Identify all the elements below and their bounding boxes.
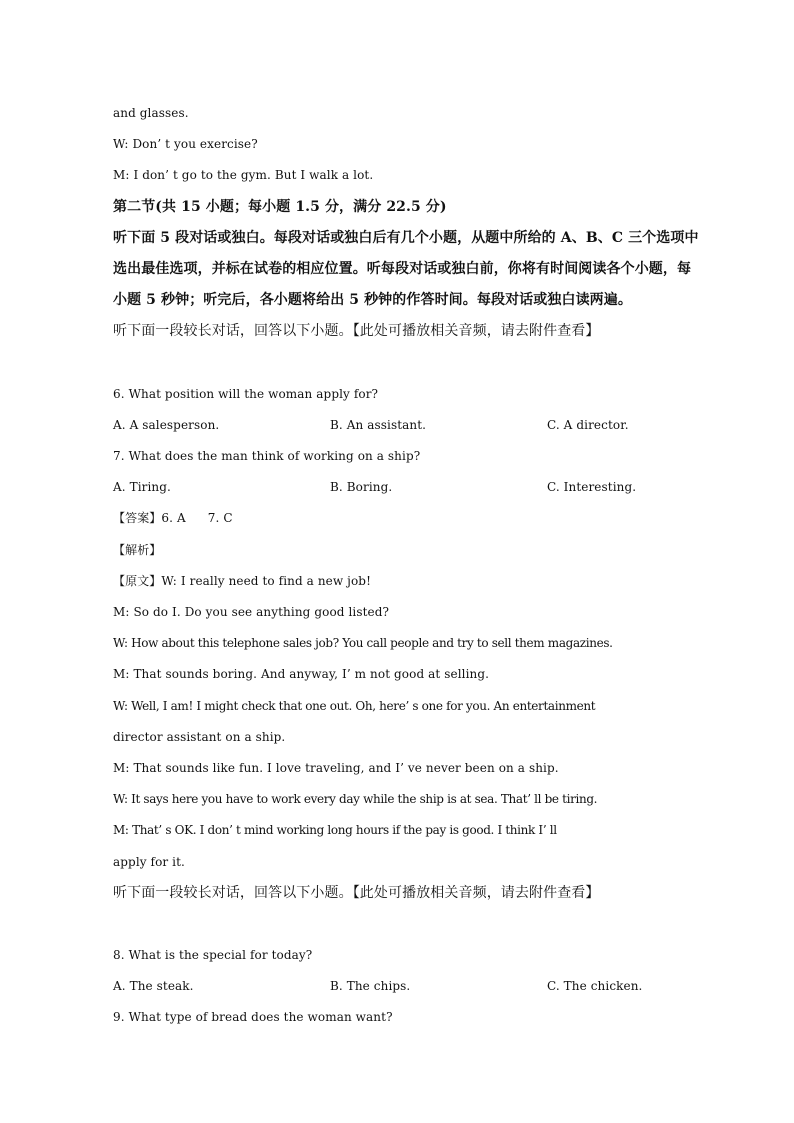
answer-label: 【答案】 (113, 511, 162, 526)
option-a: A. Tiring. (113, 480, 171, 495)
analysis-label: 【解析】 (113, 542, 162, 557)
option-a: A. A salesperson. (113, 417, 220, 432)
transcript-line: W: How about this telephone sales job? You call people and try to sell them magazines. (113, 636, 613, 651)
section-heading: 第二节(共 15 小题；每小题 1.5 分，满分 22.5 分) (113, 198, 447, 215)
transcript-text: W: I really need to find a new job! (161, 573, 371, 588)
question-7-options (113, 472, 683, 503)
option-b: B. An assistant. (330, 417, 427, 432)
transcript-line: M: So do I. Do you see anything good listed? (113, 605, 390, 619)
question-7: 7. What does the man think of working on a ship? (113, 449, 421, 464)
option-a: A. The steak. (113, 979, 194, 994)
transcript-label: 【原文】 (113, 573, 162, 588)
text-line: W: Don’ t you exercise? (113, 137, 258, 152)
option-c: C. A director. (547, 417, 629, 432)
text-line: and glasses. (113, 106, 189, 120)
answer-7: 7. C (207, 511, 233, 526)
option-b: B. The chips. (330, 979, 411, 994)
transcript-line: W: It says here you have to work every day while the ship is at sea. That’ ll be tiring. (113, 792, 598, 807)
option-c: C. The chicken. (547, 979, 643, 994)
instruction-line: 选出最佳选项，并标在试卷的相应位置。听每段对话或独白前，你将有时间阅读各个小题，每 (113, 260, 692, 277)
transcript-line: M: That sounds boring. And anyway, I’ m not good at selling. (113, 667, 490, 682)
transcript-line: W: Well, I am! I might check that one out. Oh, here’ s one for you. An entertainment (113, 698, 596, 713)
transcript-line: apply for it. (113, 854, 185, 869)
instruction-line: 小题 5 秒钟；听完后，各小题将给出 5 秒钟的作答时间。每段对话或独白读两遍。 (113, 292, 632, 309)
spacer (113, 348, 683, 379)
listen-prompt: 听下面一段较长对话，回答以下小题。【此处可播放相关音频，请去附件查看】 (113, 884, 600, 901)
option-b: B. Boring. (330, 480, 393, 495)
question-9: 9. What type of bread does the woman want? (113, 1010, 393, 1025)
question-6: 6. What position will the woman apply for? (113, 386, 379, 401)
answer-line (113, 503, 683, 534)
transcript-line: M: That sounds like fun. I love traveling, and I’ ve never been on a ship. (113, 760, 559, 775)
question-6-options (113, 410, 683, 441)
spacer (113, 909, 683, 940)
text-line: M: I don’ t go to the gym. But I walk a lot. (113, 168, 374, 183)
page-content (113, 98, 699, 1034)
instruction-line: 听下面 5 段对话或独白。每段对话或独白后有几个小题，从题中所给的 A、B、C 三个选项中 (113, 229, 699, 246)
listen-prompt: 听下面一段较长对话，回答以下小题。【此处可播放相关音频，请去附件查看】 (113, 323, 600, 340)
answer-6: 6. A (161, 511, 186, 526)
transcript-line: director assistant on a ship. (113, 729, 286, 744)
transcript-first-line (113, 566, 683, 597)
option-c: C. Interesting. (547, 480, 637, 495)
question-8-options (113, 971, 683, 1002)
transcript-line: M: That’ s OK. I don’ t mind working long hours if the pay is good. I think I’ ll (113, 823, 557, 838)
question-8: 8. What is the special for today? (113, 948, 313, 963)
